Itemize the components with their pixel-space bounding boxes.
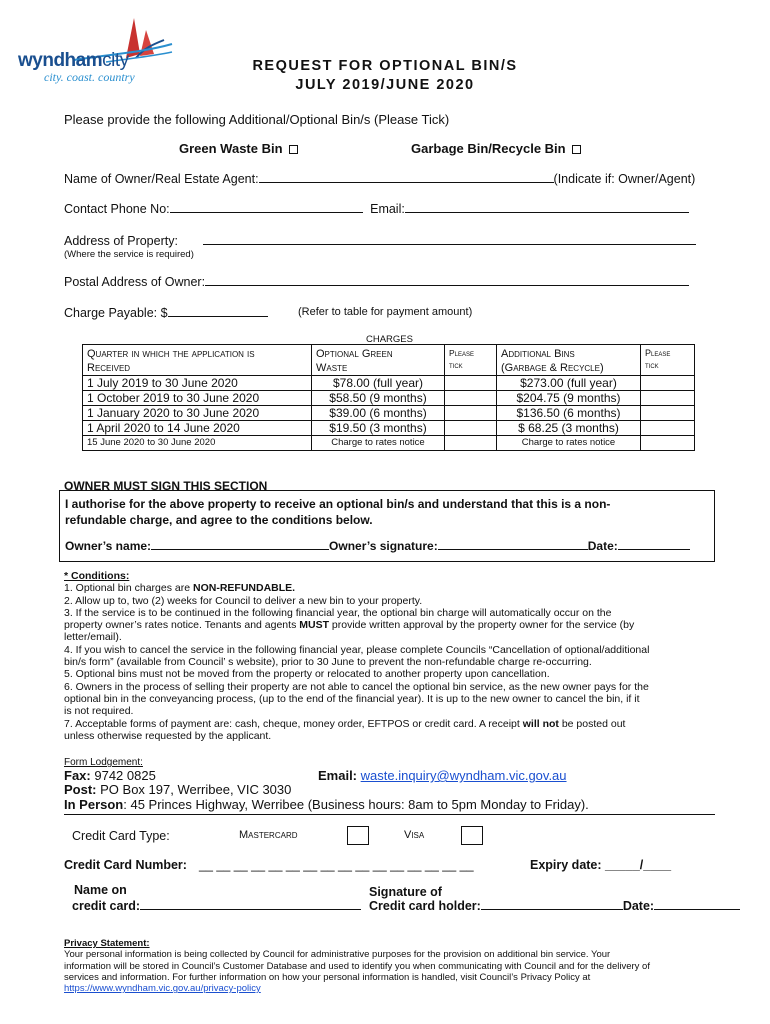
address-note: (Where the service is required) bbox=[64, 249, 194, 260]
quarter-cell: 1 January 2020 to 30 June 2020 bbox=[83, 406, 312, 421]
waste-email-link[interactable]: waste.inquiry@wyndham.vic.gov.au bbox=[360, 768, 567, 783]
green-waste-checkbox[interactable] bbox=[289, 145, 298, 154]
card-signature-line[interactable] bbox=[481, 899, 623, 910]
charges-table bbox=[82, 344, 695, 451]
condition-1: 1. Optional bin charges are NON-REFUNDABLE. bbox=[64, 582, 296, 595]
owner-section-heading: OWNER MUST SIGN THIS SECTION bbox=[64, 479, 268, 493]
table-row bbox=[83, 421, 695, 436]
privacy-statement: Privacy Statement: Your personal information is being collected by Council for administrative purposes for the provision on additional bin service. Your information will be stored in Council’s Customer Database and used to identify you when communicating with Council and for the delivery of services and information. For further information on how your personal information is handled, visit Council’s Privacy Policy at https://www.wyndham.vic.gov.au/privacy-policy bbox=[64, 938, 724, 994]
green-tick-cell[interactable] bbox=[445, 391, 497, 406]
green-price-cell: $58.50 (9 months) bbox=[312, 391, 445, 406]
garbage-recycle-label: Garbage Bin/Recycle Bin bbox=[411, 141, 566, 156]
condition-3b: property owner’s rates notice. Tenants and agents MUST provide written approval by the property owner for the service (by bbox=[64, 619, 635, 632]
page-subtitle: JULY 2019/JUNE 2020 bbox=[295, 77, 475, 93]
garbage-recycle-option[interactable] bbox=[411, 141, 581, 156]
quarter-cell: 1 October 2019 to 30 June 2020 bbox=[83, 391, 312, 406]
mastercard-checkbox[interactable] bbox=[347, 826, 369, 845]
green-tick-cell[interactable] bbox=[445, 376, 497, 391]
card-number-label: Credit Card Number: bbox=[64, 858, 187, 872]
signature-label-1: Signature of bbox=[369, 885, 442, 899]
owner-name-input-line[interactable] bbox=[151, 539, 329, 550]
additional-tick-cell[interactable] bbox=[641, 406, 695, 421]
green-tick-cell[interactable] bbox=[445, 421, 497, 436]
condition-6a: 6. Owners in the process of selling their property are not able to cancel the optional bin service, as the new owner pays for the bbox=[64, 680, 649, 693]
additional-tick-cell[interactable] bbox=[641, 376, 695, 391]
page-title: REQUEST FOR OPTIONAL BIN/S bbox=[252, 58, 518, 74]
card-number-field[interactable]: __ __ __ __ __ __ __ __ __ __ __ __ __ __ __ __ bbox=[199, 858, 474, 872]
lodgement-heading: Form Lodgement: bbox=[64, 757, 143, 768]
visa-checkbox[interactable] bbox=[461, 826, 483, 845]
green-price-cell: $39.00 (6 months) bbox=[312, 406, 445, 421]
charge-note: (Refer to table for payment amount) bbox=[298, 306, 473, 318]
visa-label: Visa bbox=[404, 829, 425, 841]
logo-tagline: city. coast. country bbox=[44, 70, 135, 84]
privacy-heading: Privacy Statement: bbox=[64, 938, 150, 949]
additional-tick-cell[interactable] bbox=[641, 391, 695, 406]
garbage-recycle-checkbox[interactable] bbox=[572, 145, 581, 154]
additional-tick-cell[interactable] bbox=[641, 421, 695, 436]
wyndham-logo bbox=[14, 14, 174, 86]
condition-3c: letter/email). bbox=[64, 631, 122, 644]
additional-price-cell: Charge to rates notice bbox=[497, 436, 641, 451]
table-header-row bbox=[83, 345, 695, 376]
postal-address-line[interactable] bbox=[205, 275, 689, 286]
green-price-cell: Charge to rates notice bbox=[312, 436, 445, 451]
green-tick-header: Please tick bbox=[445, 345, 497, 376]
condition-3a: 3. If the service is to be continued in the following financial year, the optional bin charge will automatically occur on the bbox=[64, 606, 612, 619]
owner-date-line[interactable] bbox=[618, 539, 690, 550]
conditions-list bbox=[64, 570, 718, 742]
green-tick-cell[interactable] bbox=[445, 406, 497, 421]
authorise-line-2: refundable charge, and agree to the conditions below. bbox=[65, 513, 373, 527]
owner-sign-row: Owner’s name: Owner’s signature: Date: bbox=[65, 539, 690, 553]
card-type-label: Credit Card Type: bbox=[72, 829, 170, 843]
condition-7b: unless otherwise requested by the applicant. bbox=[64, 729, 272, 742]
owner-signature-line[interactable] bbox=[438, 539, 588, 550]
charge-payable-field[interactable]: Charge Payable: $ bbox=[64, 306, 268, 320]
conditions-heading: * Conditions: bbox=[64, 570, 130, 582]
additional-price-cell: $ 68.25 (3 months) bbox=[497, 421, 641, 436]
owner-signature-box bbox=[59, 490, 715, 562]
green-waste-label: Green Waste Bin bbox=[179, 141, 283, 156]
postal-address-field[interactable]: Postal Address of Owner: bbox=[64, 275, 689, 289]
post-line: Post: PO Box 197, Werribee, VIC 3030 bbox=[64, 782, 292, 797]
condition-6c: is not required. bbox=[64, 705, 134, 718]
privacy-policy-link[interactable]: https://www.wyndham.vic.gov.au/privacy-policy bbox=[64, 983, 261, 995]
additional-tick-cell[interactable] bbox=[641, 436, 695, 451]
table-row bbox=[83, 391, 695, 406]
additional-tick-header: Please tick bbox=[641, 345, 695, 376]
green-waste-header: Optional Green Waste bbox=[312, 345, 445, 376]
email-line[interactable] bbox=[405, 202, 689, 213]
card-signature-row: Credit card holder: Date: bbox=[369, 899, 740, 913]
additional-price-cell: $136.50 (6 months) bbox=[497, 406, 641, 421]
additional-bins-header: Additional Bins (Garbage & Recycle) bbox=[497, 345, 641, 376]
table-row bbox=[83, 406, 695, 421]
owner-name-field[interactable]: Name of Owner/Real Estate Agent: (Indicate if: Owner/Agent) bbox=[64, 172, 696, 186]
mastercard-label: Mastercard bbox=[239, 829, 298, 841]
in-person-line: In Person: 45 Princes Highway, Werribee (Business hours: 8am to 5pm Monday to Friday). bbox=[64, 797, 715, 815]
name-on-card-label-1: Name on bbox=[74, 883, 127, 897]
name-on-card-line[interactable] bbox=[140, 899, 361, 910]
condition-4a: 4. If you wish to cancel the service in the following financial year, please complete Councils “Cancellation of optional/additional bbox=[64, 643, 650, 656]
email-line-lodgement: Email: waste.inquiry@wyndham.vic.gov.au bbox=[318, 768, 567, 783]
logo-wordmark: wyndhamcity bbox=[18, 50, 129, 71]
card-date-line[interactable] bbox=[654, 899, 740, 910]
green-waste-option[interactable] bbox=[179, 141, 298, 156]
condition-5: 5. Optional bins must not be moved from the property or relocated to another property upon cancellation. bbox=[64, 668, 550, 681]
condition-7a: 7. Acceptable forms of payment are: cash, cheque, money order, EFTPOS or credit card. A receipt will not be posted out bbox=[64, 717, 626, 730]
expiry-date-field[interactable]: Expiry date: _____/____ bbox=[530, 858, 672, 872]
address-label: Address of Property: bbox=[64, 234, 178, 248]
contact-row: Contact Phone No: Email: bbox=[64, 202, 689, 216]
condition-6b: optional bin in the conveyancing process, (up to the end of the financial year). It is up to the new owner to cancel the bin, if it bbox=[64, 692, 640, 705]
charges-caption: CHARGES bbox=[366, 334, 413, 345]
quarter-cell: 1 April 2020 to 14 June 2020 bbox=[83, 421, 312, 436]
charge-payable-line[interactable] bbox=[168, 306, 268, 317]
table-row bbox=[83, 376, 695, 391]
table-row bbox=[83, 436, 695, 451]
fax-line: Fax: 9742 0825 bbox=[64, 768, 156, 783]
quarter-cell: 1 July 2019 to 30 June 2020 bbox=[83, 376, 312, 391]
intro-text: Please provide the following Additional/Optional Bin/s (Please Tick) bbox=[64, 112, 450, 127]
additional-price-cell: $204.75 (9 months) bbox=[497, 391, 641, 406]
quarter-header: Quarter in which the application is Received bbox=[83, 345, 312, 376]
condition-4b: bin/s form” (available from Council’ s website), prior to 30 June to prevent the non-refundable charge re-occurring. bbox=[64, 656, 592, 669]
owner-name-line[interactable] bbox=[259, 172, 554, 183]
green-price-cell: $78.00 (full year) bbox=[312, 376, 445, 391]
address-line[interactable] bbox=[203, 234, 696, 248]
authorise-line-1: I authorise for the above property to receive an optional bin/s and understand that this is a non- bbox=[65, 497, 611, 511]
green-price-cell: $19.50 (3 months) bbox=[312, 421, 445, 436]
condition-2: 2. Allow up to, two (2) weeks for Council to deliver a new bin to your property. bbox=[64, 594, 423, 607]
phone-line[interactable] bbox=[170, 202, 363, 213]
name-on-card-row: credit card: bbox=[72, 899, 361, 913]
green-tick-cell[interactable] bbox=[445, 436, 497, 451]
additional-price-cell: $273.00 (full year) bbox=[497, 376, 641, 391]
quarter-cell: 15 June 2020 to 30 June 2020 bbox=[83, 436, 312, 451]
